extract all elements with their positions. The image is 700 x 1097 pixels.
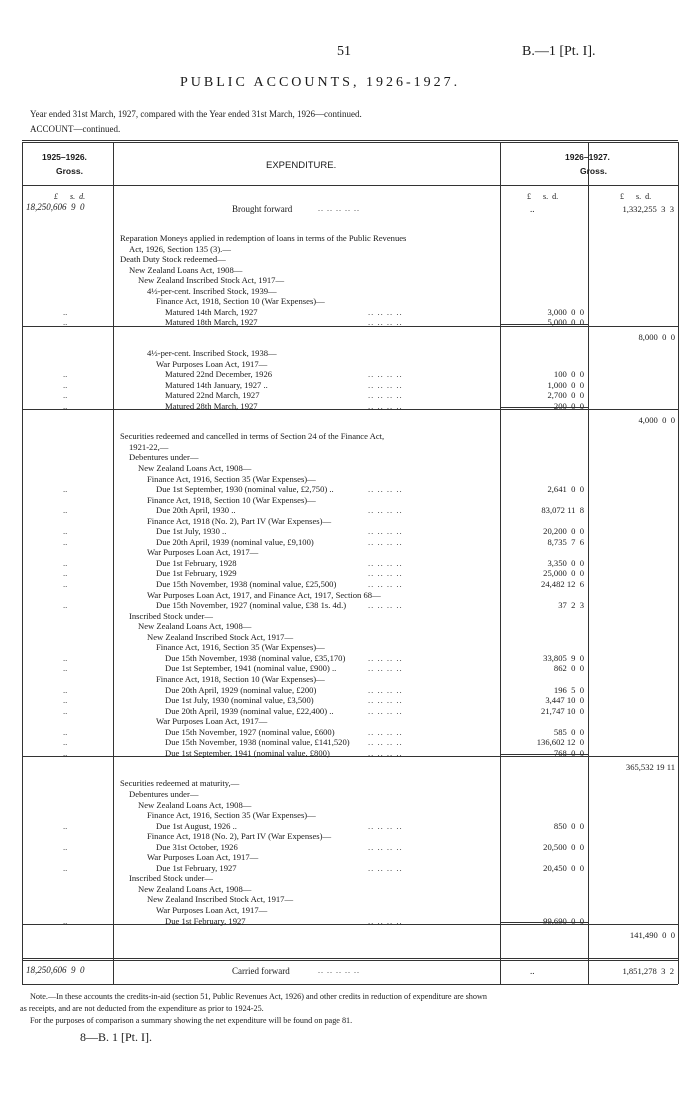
left-col-dots: .. [63, 484, 68, 494]
carried-forward-right: 1,851,278 3 2 [622, 966, 674, 976]
row-description: Due 31st October, 1926 [156, 842, 238, 852]
leader-dots: .. .. .. .. [368, 558, 403, 568]
table-row [0, 757, 700, 772]
row-description: Due 15th November, 1927 (nominal value, £600) [165, 727, 335, 737]
row-description: Due 1st February, 1929 [156, 568, 237, 578]
left-col-dots: .. [63, 842, 68, 852]
row-description: 1921-22,— [129, 442, 169, 452]
left-col-dots: .. [63, 380, 68, 390]
leader-dots: .. .. .. .. [368, 401, 403, 411]
item-amount: 850 0 0 [553, 821, 584, 831]
item-amount: 3,350 0 0 [547, 558, 584, 568]
row-description: 4½-per-cent. Inscribed Stock, 1939— [147, 286, 277, 296]
row-description: War Purposes Loan Act, 1917— [156, 905, 268, 915]
left-col-dots: .. [63, 401, 68, 411]
row-description: New Zealand Loans Act, 1908— [138, 800, 252, 810]
row-description: Matured 28th March, 1927 [165, 401, 258, 411]
leader-dots: .. .. .. .. [368, 526, 403, 536]
row-description: New Zealand Inscribed Stock Act, 1917— [147, 632, 294, 642]
row-description: New Zealand Loans Act, 1908— [129, 265, 243, 275]
carried-forward-left: 18,250,606 9 0 [26, 965, 85, 975]
leader-dots: .. .. .. .. [368, 821, 403, 831]
brought-forward-right: 1,332,255 3 3 [622, 204, 674, 214]
item-amount: 136,602 12 0 [536, 737, 584, 747]
section-total: 8,000 0 0 [638, 332, 675, 342]
leader-dots: .. .. .. .. [368, 484, 403, 494]
section-rule [22, 756, 678, 757]
row-description: New Zealand Inscribed Stock Act, 1917— [147, 894, 294, 904]
row-description: Due 20th April, 1930 .. [156, 505, 236, 515]
row-description: Matured 22nd March, 1927 [165, 390, 260, 400]
item-amount: 100 0 0 [553, 369, 584, 379]
row-description: Finance Act, 1918, Section 10 (War Expenses)— [156, 296, 325, 306]
brought-forward-mid: .. [530, 204, 535, 214]
left-col-dots: .. [63, 568, 68, 578]
leader-dots: .. .. .. .. [368, 307, 403, 317]
item-amount: 37 2 3 [558, 600, 584, 610]
left-col-dots: .. [63, 558, 68, 568]
row-description: Due 1st July, 1930 .. [156, 526, 227, 536]
leader-dots: .. .. .. .. [368, 663, 403, 673]
row-description: Due 15th November, 1927 (nominal value, £38 1s. 4d.) [156, 600, 347, 610]
footnote-line-1: Note.—In these accounts the credits-in-aid (section 51, Public Revenues Act, 1926) and other credits in reduction of expenditure are shown [30, 992, 488, 1001]
row-description: Due 15th November, 1938 (nominal value, £141,520) [165, 737, 350, 747]
unit-left: £ s. d. [54, 192, 86, 201]
row-description: Securities redeemed and cancelled in terms of Section 24 of the Finance Act, [120, 431, 385, 441]
section-total: 141,490 0 0 [629, 930, 675, 940]
item-amount: 83,072 11 8 [541, 505, 584, 515]
row-description: Due 1st February, 1927 [156, 863, 237, 873]
section-rule [22, 924, 678, 925]
leader-dots: .. .. .. .. [368, 842, 403, 852]
row-description: New Zealand Loans Act, 1908— [138, 884, 252, 894]
subtotal-rule [500, 324, 588, 325]
subtotal-rule [500, 922, 588, 923]
row-description: New Zealand Inscribed Stock Act, 1917— [138, 275, 285, 285]
item-amount: 8,735 7 6 [547, 537, 584, 547]
left-col-dots: .. [63, 317, 68, 327]
carried-forward-dots: .. .. .. .. .. [318, 966, 360, 975]
leader-dots: .. .. .. .. [368, 579, 403, 589]
row-description: Due 15th November, 1938 (nominal value, £25,500) [156, 579, 337, 589]
leader-dots: .. .. .. .. [368, 317, 403, 327]
leader-dots: .. .. .. .. [368, 505, 403, 515]
row-description: Due 20th April, 1939 (nominal value, £22,400) .. [165, 706, 334, 716]
left-col-dots: .. [63, 600, 68, 610]
item-amount: 24,482 12 6 [541, 579, 584, 589]
row-description: War Purposes Loan Act, 1917, and Finance Act, 1917, Section 68— [147, 590, 381, 600]
footnote-line-3: For the purposes of comparison a summary showing the net expenditure will be found on page 81. [30, 1016, 353, 1025]
row-description: Due 20th April, 1929 (nominal value, £200) [165, 685, 317, 695]
col-sub-1926: Gross. [580, 166, 607, 176]
row-description: Finance Act, 1918, Section 10 (War Expenses)— [147, 495, 316, 505]
account-label: ACCOUNT—continued. [30, 124, 121, 134]
item-amount: 21,747 10 0 [541, 706, 584, 716]
item-amount: 2,641 0 0 [547, 484, 584, 494]
row-description: New Zealand Loans Act, 1908— [138, 621, 252, 631]
item-amount: 3,447 10 0 [545, 695, 584, 705]
item-amount: 1,000 0 0 [547, 380, 584, 390]
item-amount: 20,500 0 0 [543, 842, 584, 852]
row-description: War Purposes Loan Act, 1917— [156, 716, 268, 726]
leader-dots: .. .. .. .. [368, 727, 403, 737]
section-rule [22, 326, 678, 327]
left-col-dots: .. [63, 916, 68, 926]
left-col-dots: .. [63, 821, 68, 831]
left-col-dots: .. [63, 706, 68, 716]
item-amount: 585 0 0 [553, 727, 584, 737]
left-col-dots: .. [63, 537, 68, 547]
col-sub-1925: Gross. [56, 166, 83, 176]
row-description: 4½-per-cent. Inscribed Stock, 1938— [147, 348, 277, 358]
row-description: Due 1st September, 1941 (nominal value, £900) .. [165, 663, 337, 673]
item-amount: 20,200 0 0 [543, 526, 584, 536]
row-description: Finance Act, 1918, Section 10 (War Expenses)— [156, 674, 325, 684]
col-header-expenditure: EXPENDITURE. [266, 160, 337, 171]
subtotal-rule [500, 407, 588, 408]
leader-dots: .. .. .. .. [368, 916, 403, 926]
row-description: Death Duty Stock redeemed— [120, 254, 226, 264]
row-description: Reparation Moneys applied in redemption of loans in terms of the Public Revenues [120, 233, 407, 243]
page-number: 51 [337, 44, 351, 59]
left-col-dots: .. [63, 727, 68, 737]
item-amount: 768 0 0 [553, 748, 584, 758]
page-footer: 8—B. 1 [Pt. I]. [80, 1030, 152, 1044]
leader-dots: .. .. .. .. [368, 706, 403, 716]
left-col-dots: .. [63, 505, 68, 515]
left-col-dots: .. [63, 863, 68, 873]
row-description: Matured 14th January, 1927 .. [165, 380, 268, 390]
page-title: PUBLIC ACCOUNTS, 1926-1927. [180, 75, 461, 90]
item-amount: 200 0 0 [553, 401, 584, 411]
leader-dots: .. .. .. .. [368, 390, 403, 400]
item-amount: 5,000 0 0 [547, 317, 584, 327]
item-amount: 2,700 0 0 [547, 390, 584, 400]
row-description: Matured 18th March, 1927 [165, 317, 258, 327]
leader-dots: .. .. .. .. [368, 369, 403, 379]
col-header-1926: 1926–1927. [565, 152, 610, 162]
left-col-dots: .. [63, 695, 68, 705]
row-description: Finance Act, 1918 (No. 2), Part IV (War Expenses)— [147, 516, 332, 526]
table-row [0, 925, 700, 940]
row-description: Matured 22nd December, 1926 [165, 369, 273, 379]
left-col-dots: .. [63, 748, 68, 758]
carried-forward-label: Carried forward [232, 966, 290, 976]
item-amount: 3,000 0 0 [547, 307, 584, 317]
footnote-line-2: as receipts, and are not deducted from the expenditure as prior to 1924-25. [20, 1004, 264, 1013]
row-description: Due 1st August, 1926 .. [156, 821, 237, 831]
left-col-dots: .. [63, 685, 68, 695]
row-description: Due 15th November, 1938 (nominal value, £35,170) [165, 653, 346, 663]
leader-dots: .. .. .. .. [368, 568, 403, 578]
item-amount: 20,450 0 0 [543, 863, 584, 873]
row-description: Due 1st July, 1930 (nominal value, £3,500) [165, 695, 314, 705]
row-description: Inscribed Stock under— [129, 873, 214, 883]
row-description: Due 1st February, 1927 [165, 916, 246, 926]
row-description: Finance Act, 1916, Section 35 (War Expenses)— [147, 810, 316, 820]
left-col-dots: .. [63, 307, 68, 317]
leader-dots: .. .. .. .. [368, 863, 403, 873]
row-description: Due 20th April, 1939 (nominal value, £9,100) [156, 537, 314, 547]
carried-forward-mid: .. [530, 966, 535, 976]
document-reference: B.—1 [Pt. I]. [522, 44, 596, 59]
brought-forward-dots: .. .. .. .. .. [318, 204, 360, 213]
leader-dots: .. .. .. .. [368, 653, 403, 663]
brought-forward-label: Brought forward [232, 204, 293, 214]
item-amount: 33,805 9 0 [543, 653, 584, 663]
row-description: Debentures under— [129, 452, 199, 462]
row-description: War Purposes Loan Act, 1917— [147, 852, 259, 862]
leader-dots: .. .. .. .. [368, 685, 403, 695]
item-amount: 99,690 0 0 [543, 916, 584, 926]
left-col-dots: .. [63, 579, 68, 589]
unit-mid: £ s. d. [527, 192, 559, 201]
left-col-dots: .. [63, 737, 68, 747]
col-header-1925: 1925–1926. [42, 152, 87, 162]
table-row [0, 327, 700, 342]
page-subtitle: Year ended 31st March, 1927, compared with the Year ended 31st March, 1926—continued. [30, 109, 362, 119]
item-amount: 862 0 0 [553, 663, 584, 673]
row-description: Finance Act, 1916, Section 35 (War Expenses)— [156, 642, 325, 652]
item-amount: 25,000 0 0 [543, 568, 584, 578]
brought-forward-left: 18,250,606 9 0 [26, 202, 85, 212]
row-description: Matured 14th March, 1927 [165, 307, 258, 317]
row-description: New Zealand Loans Act, 1908— [138, 463, 252, 473]
row-description: Finance Act, 1916, Section 35 (War Expenses)— [147, 474, 316, 484]
row-description: Act, 1926, Section 135 (3).— [129, 244, 231, 254]
leader-dots: .. .. .. .. [368, 537, 403, 547]
leader-dots: .. .. .. .. [368, 737, 403, 747]
row-description: War Purposes Loan Act, 1917— [147, 547, 259, 557]
row-description: Finance Act, 1918 (No. 2), Part IV (War Expenses)— [147, 831, 332, 841]
item-amount: 196 5 0 [553, 685, 584, 695]
section-total: 4,000 0 0 [638, 415, 675, 425]
unit-right: £ s. d. [620, 192, 652, 201]
left-col-dots: .. [63, 390, 68, 400]
row-description: Due 1st September, 1941 (nominal value, £800) [165, 748, 330, 758]
row-description: Inscribed Stock under— [129, 611, 214, 621]
row-description: Debentures under— [129, 789, 199, 799]
table-row [0, 410, 700, 425]
leader-dots: .. .. .. .. [368, 695, 403, 705]
left-col-dots: .. [63, 663, 68, 673]
row-description: Securities redeemed at maturity,— [120, 778, 240, 788]
row-description: Due 1st February, 1928 [156, 558, 237, 568]
left-col-dots: .. [63, 369, 68, 379]
section-total: 365,532 19 11 [625, 762, 675, 772]
leader-dots: .. .. .. .. [368, 748, 403, 758]
leader-dots: .. .. .. .. [368, 380, 403, 390]
subtotal-rule [500, 754, 588, 755]
row-description: War Purposes Loan Act, 1917— [156, 359, 268, 369]
left-col-dots: .. [63, 526, 68, 536]
row-description: Due 1st September, 1930 (nominal value, £2,750) .. [156, 484, 334, 494]
left-col-dots: .. [63, 653, 68, 663]
section-rule [22, 409, 678, 410]
leader-dots: .. .. .. .. [368, 600, 403, 610]
